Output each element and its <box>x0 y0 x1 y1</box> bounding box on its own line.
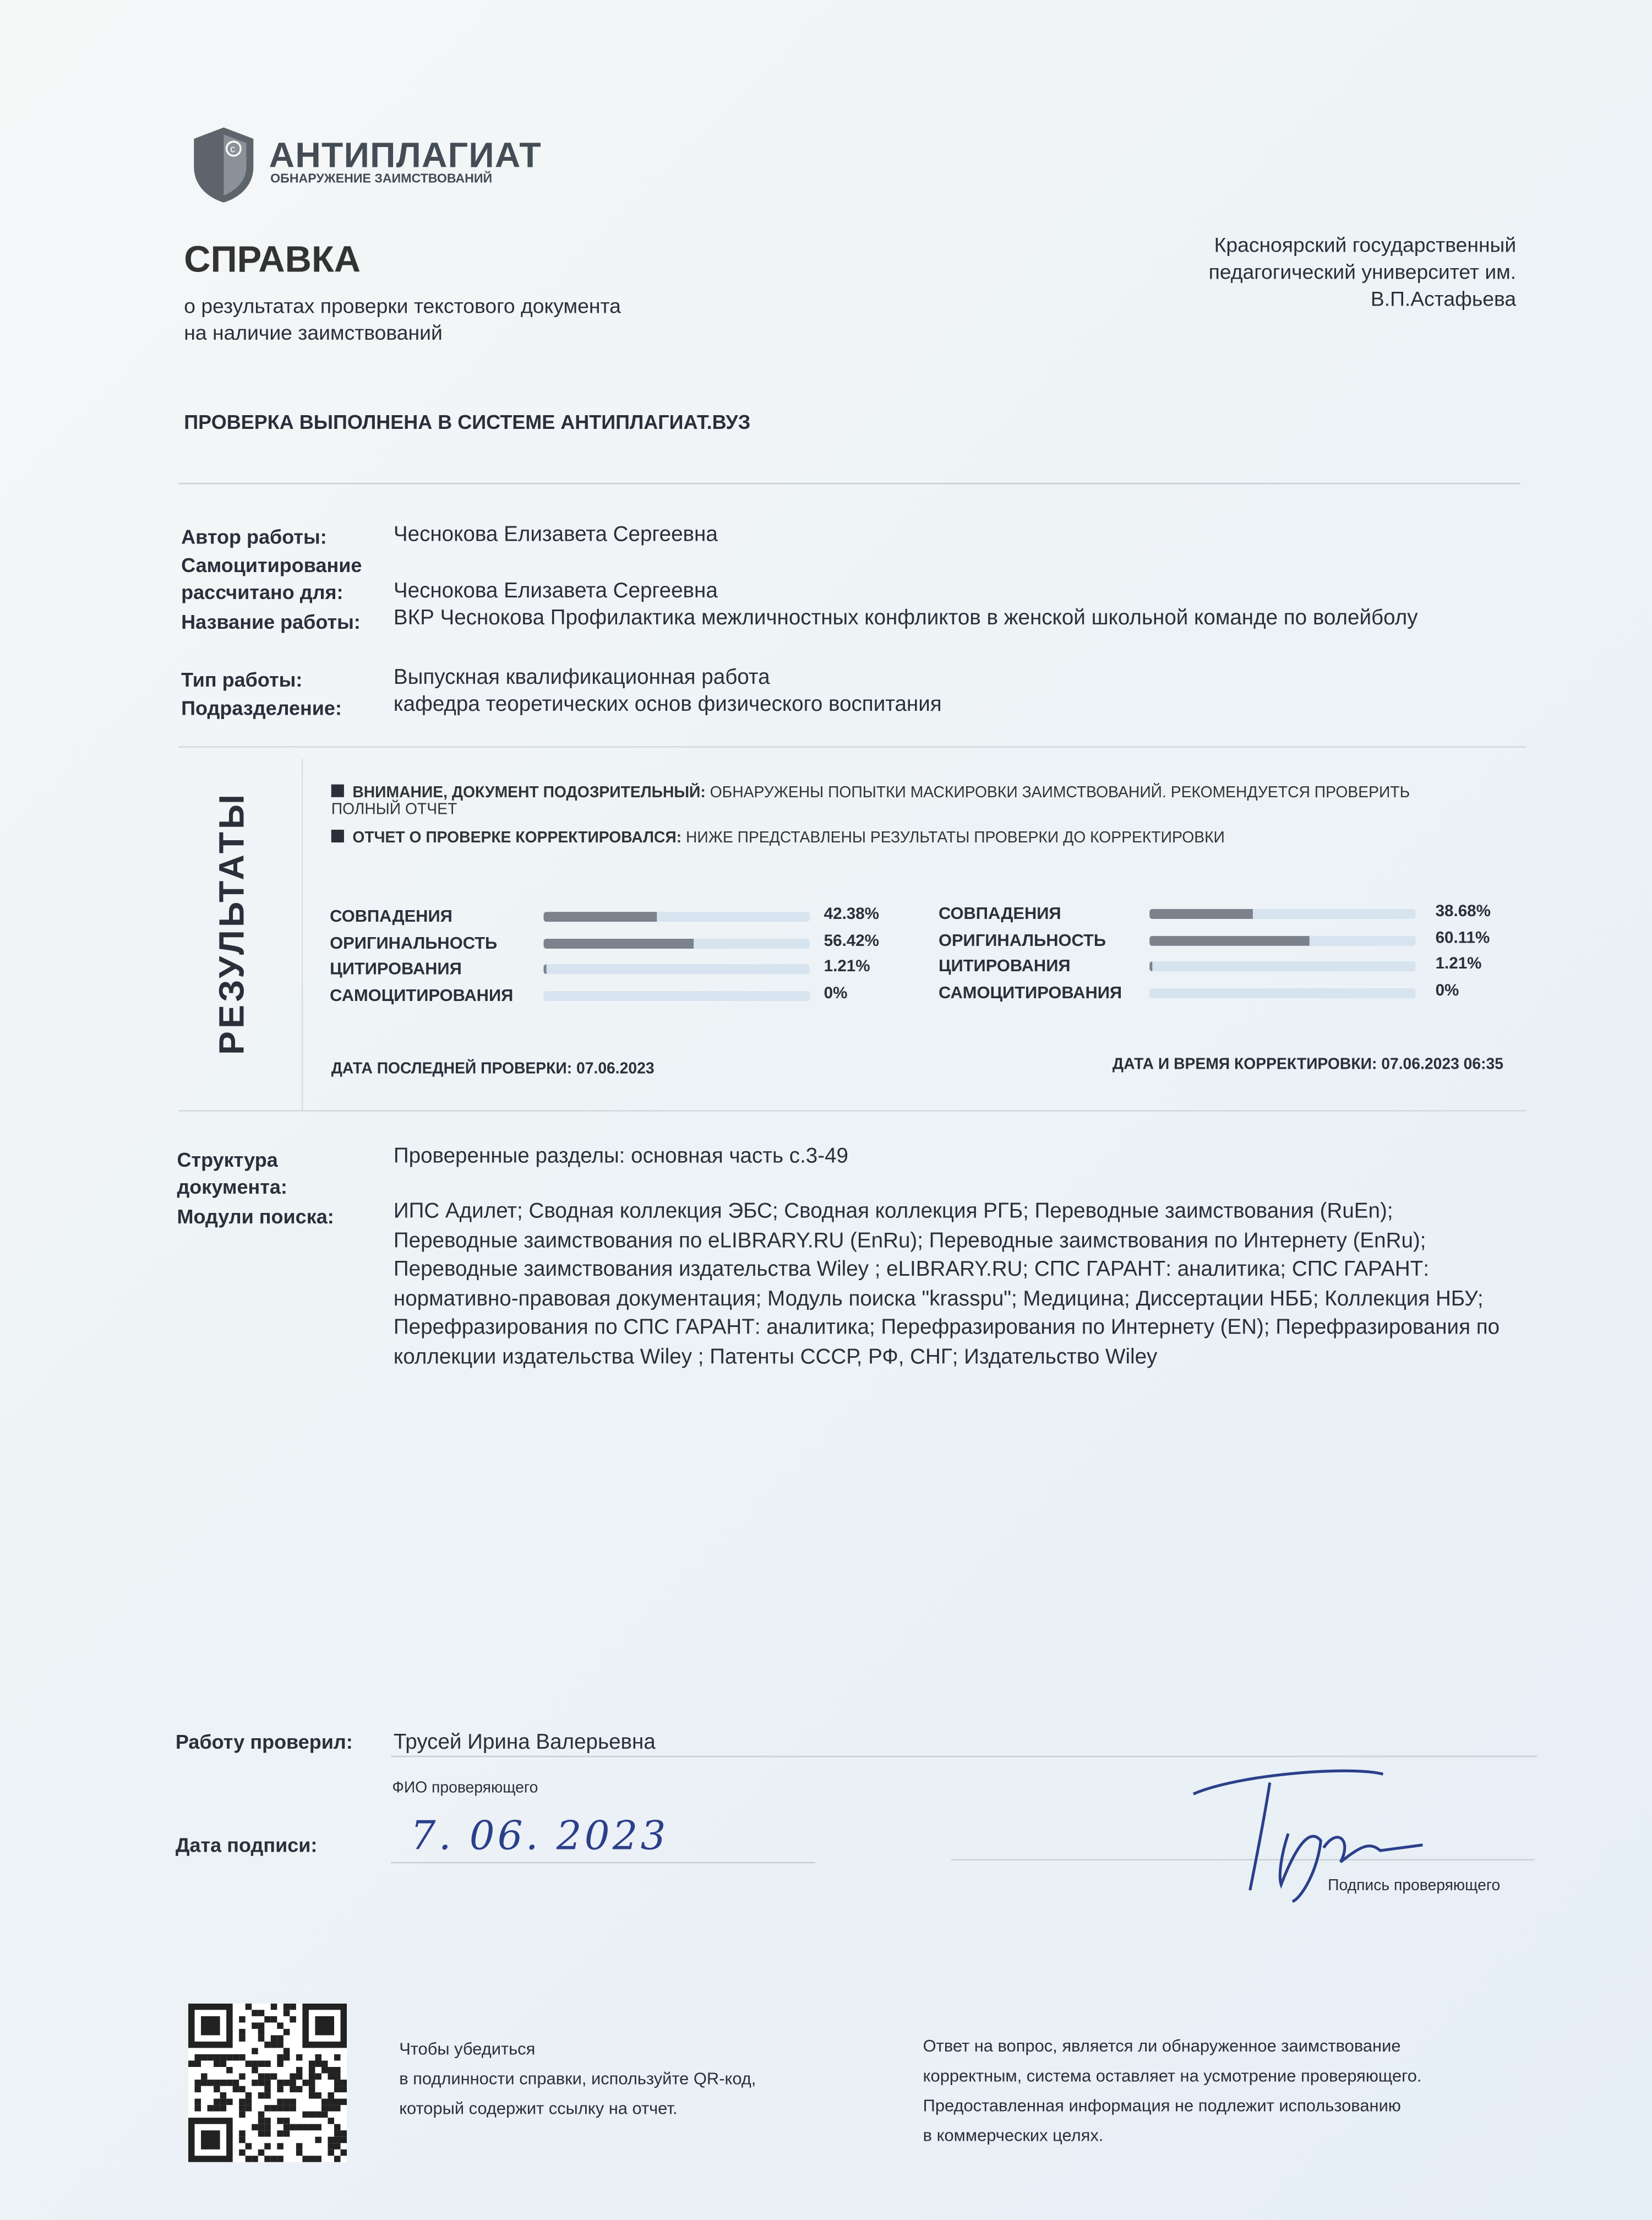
label-line: документа: <box>177 1175 287 1198</box>
stat-value: 0% <box>1435 982 1459 999</box>
shield-logo-icon <box>191 124 256 204</box>
type-value: Выпускная квалификационная работа <box>393 665 770 690</box>
subtitle-line: на наличие заимствований <box>184 323 443 346</box>
dept-value: кафедра теоретических основ физического воспитания <box>393 692 942 717</box>
structure-value: Проверенные разделы: основная часть с.3-49 <box>393 1144 848 1168</box>
modules-label: Модули поиска: <box>177 1205 334 1228</box>
stat-bar <box>543 991 809 1000</box>
stat-label: ЦИТИРОВАНИЯ <box>938 955 1071 976</box>
fio-caption: ФИО проверяющего <box>392 1780 538 1797</box>
stat-value: 60.11% <box>1435 929 1490 947</box>
disclaimer <box>923 2032 1422 2151</box>
corrected-text: НИЖЕ ПРЕДСТАВЛЕНЫ РЕЗУЛЬТАТЫ ПРОВЕРКИ ДО КОРРЕКТИРОВКИ <box>681 829 1225 847</box>
stat-bar <box>1149 988 1415 998</box>
author-label: Автор работы: <box>181 525 327 548</box>
stat-label: СОВПАДЕНИЯ <box>330 906 452 926</box>
stat-value: 56.42% <box>824 932 880 950</box>
bullet-square-icon <box>331 785 344 797</box>
title-label: Название работы: <box>181 610 361 633</box>
divider <box>302 759 303 1110</box>
correction-time: ДАТА И ВРЕМЯ КОРРЕКТИРОВКИ: 07.06.2023 06:35 <box>1112 1056 1504 1074</box>
org-line: В.П.Астафьева <box>1370 289 1517 312</box>
stat-label: СОВПАДЕНИЯ <box>938 903 1061 923</box>
footer-line: в коммерческих целях. <box>923 2125 1104 2145</box>
stat-label: САМОЦИТИРОВАНИЯ <box>330 984 514 1005</box>
stat-bar-fill <box>543 964 547 974</box>
footer-line: который содержит ссылку на отчет. <box>399 2098 678 2119</box>
page-title: СПРАВКА <box>184 238 361 281</box>
stat-bar-fill <box>543 938 694 948</box>
warning-label: ВНИМАНИЕ, ДОКУМЕНТ ПОДОЗРИТЕЛЬНЫЙ: <box>352 784 706 802</box>
stat-value: 1.21% <box>1435 955 1482 973</box>
warning-note <box>331 785 1436 819</box>
divider <box>391 1862 815 1864</box>
stat-value: 42.38% <box>824 906 880 923</box>
qr-instructions <box>399 2034 756 2124</box>
dept-label: Подразделение: <box>181 697 342 720</box>
structure-label <box>177 1147 287 1201</box>
qr-code[interactable] <box>188 2004 347 2162</box>
signature-caption: Подпись проверяющего <box>1328 1877 1501 1895</box>
stat-bar <box>543 912 809 922</box>
footer-line: в подлинности справки, используйте QR-код, <box>399 2069 756 2089</box>
stat-bar-fill <box>1149 909 1252 919</box>
handwritten-date: 7. 06. 2023 <box>410 1812 669 1859</box>
stat-value: 1.21% <box>824 958 870 976</box>
checker-name: Трусей Ирина Валерьевна <box>393 1730 656 1755</box>
stat-value: 0% <box>824 984 848 1002</box>
stat-label: ОРИГИНАЛЬНОСТЬ <box>938 929 1106 950</box>
label-line: Самоцитирование <box>181 553 362 576</box>
stat-bar <box>1149 935 1415 945</box>
organization <box>1063 233 1516 314</box>
type-label: Тип работы: <box>181 668 303 691</box>
stat-label: САМОЦИТИРОВАНИЯ <box>938 982 1122 1002</box>
stat-bar-fill <box>1149 961 1153 971</box>
checked-by-label: Работу проверил: <box>175 1730 353 1753</box>
stat-value: 38.68% <box>1435 903 1491 921</box>
stat-bar-fill <box>1149 935 1310 945</box>
corrected-note <box>331 830 1436 847</box>
footer-line: корректным, система оставляет на усмотрение проверяющего. <box>923 2065 1422 2086</box>
stat-bar <box>1149 909 1415 919</box>
label-line: Структура <box>177 1148 278 1171</box>
stat-bar <box>543 938 809 948</box>
selfcite-label <box>181 552 362 606</box>
org-line: Красноярский государственный <box>1214 235 1517 258</box>
bullet-square-icon <box>331 830 344 842</box>
subtitle-line: о результатах проверки текстового документа <box>184 296 621 319</box>
modules-value: ИПС Адилет; Сводная коллекция ЭБС; Сводная коллекция РГБ; Переводные заимствования (RuEn); Переводные заимствования по eLIBRARY.RU (EnRu); Переводные заимствования по Интернету (EnRu); Переводные заимствования издательства Wiley ; eLIBRARY.RU; СПС ГАРАНТ: аналитика; СПС ГАРАНТ: нормативно-правовая документация; Модуль поиска "krasspu"; Медицина; Диссертации НББ; Коллекция НБУ; Перефразирования по СПС ГАРАНТ: аналитика; Перефразирования по Интернету (EN); Перефразирования по коллекции издательства Wiley ; Патенты СССР, РФ, СНГ; Издательство Wiley <box>393 1199 1500 1369</box>
warning-text: ОБНАРУЖЕНЫ ПОПЫТКИ МАСКИРОВКИ ЗАИМСТВОВАНИЙ. РЕКОМЕНДУЕТСЯ ПРОВЕРИТЬ ПОЛНЫЙ ОТЧЕТ <box>331 784 1410 819</box>
page-subtitle <box>184 295 778 349</box>
footer-line: Предоставленная информация не подлежит использованию <box>923 2095 1401 2115</box>
last-check-date: ДАТА ПОСЛЕДНЕЙ ПРОВЕРКИ: 07.06.2023 <box>331 1060 655 1078</box>
author-value: Чеснокова Елизавета Сергеевна <box>393 522 718 547</box>
stat-bar <box>1149 961 1415 971</box>
selfcite-value: Чеснокова Елизавета Сергеевна <box>393 579 718 603</box>
corrected-label: ОТЧЕТ О ПРОВЕРКЕ КОРРЕКТИРОВАЛСЯ: <box>352 829 682 847</box>
divider <box>391 1756 1537 1758</box>
logo-title: АНТИПЛАГИАТ <box>269 135 542 176</box>
footer-line: Чтобы убедиться <box>399 2039 536 2059</box>
footer-line: Ответ на вопрос, является ли обнаруженное заимствование <box>923 2036 1401 2056</box>
system-line: ПРОВЕРКА ВЫПОЛНЕНА В СИСТЕМЕ АНТИПЛАГИАТ.ВУЗ <box>184 410 751 433</box>
stat-label: ЦИТИРОВАНИЯ <box>330 958 462 978</box>
results-heading: РЕЗУЛЬТАТЫ <box>212 791 252 1055</box>
stat-label: ОРИГИНАЛЬНОСТЬ <box>330 932 498 953</box>
stat-bar <box>543 964 809 974</box>
org-line: педагогический университет им. <box>1208 262 1517 285</box>
stat-bar-fill <box>543 912 656 922</box>
title-value: ВКР Чеснокова Профилактика межличностных конфликтов в женской школьной команде по волейболу <box>393 606 1418 630</box>
label-line: рассчитано для: <box>181 580 344 603</box>
date-label: Дата подписи: <box>175 1833 318 1857</box>
svg-text:c: c <box>230 143 236 155</box>
divider <box>178 483 1520 485</box>
logo-subtitle: ОБНАРУЖЕНИЕ ЗАИМСТВОВАНИЙ <box>270 171 493 186</box>
